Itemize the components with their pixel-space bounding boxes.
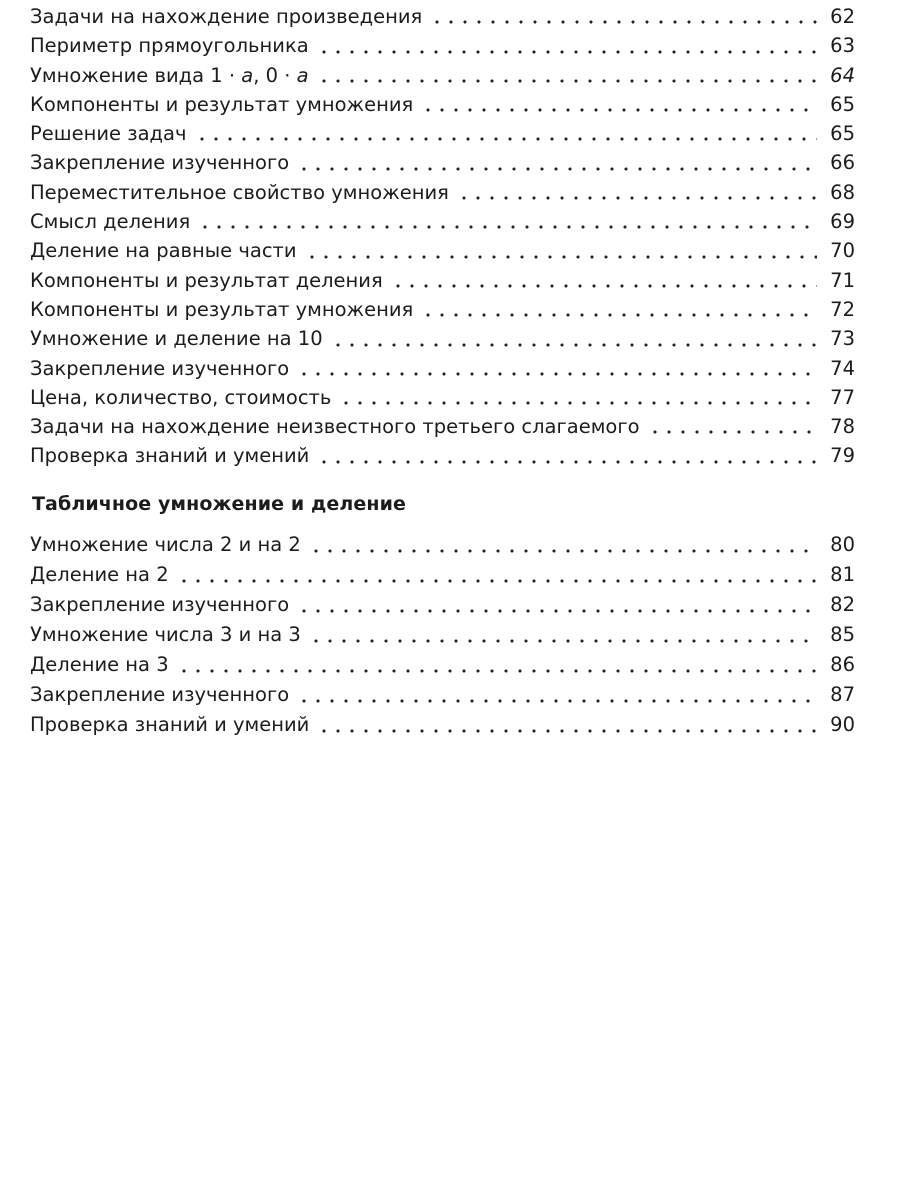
dot-leader [457, 196, 817, 200]
toc-entry-title-mid: , 0 · [253, 63, 297, 87]
toc-entry-page: 71 [830, 268, 855, 292]
dot-leader [317, 50, 817, 54]
toc-entry-title: Закрепление изученного [30, 593, 290, 616]
toc-entry [30, 710, 855, 740]
toc-entry [30, 207, 855, 236]
toc-entry-title: Компоненты и результат умножения [30, 297, 414, 321]
toc-entry-title: Периметр прямоугольника [30, 34, 309, 58]
toc-entry [30, 530, 855, 560]
toc-entry [30, 650, 855, 680]
dot-leader [648, 430, 817, 434]
toc-entry [30, 620, 855, 650]
dot-leader [317, 79, 817, 83]
variable-a: a [296, 63, 309, 87]
toc-entry-title: Закрепление изученного [30, 683, 290, 706]
toc-entry [30, 680, 855, 710]
toc-entry [30, 295, 855, 324]
dot-leader [421, 108, 817, 112]
dot-leader [339, 401, 817, 405]
toc-entry [30, 236, 855, 265]
toc-entry [30, 178, 855, 207]
toc-entry-title: Компоненты и результат деления [30, 268, 383, 292]
toc-entry [30, 2, 855, 31]
dot-leader [331, 343, 817, 347]
toc-entry-page: 65 [830, 122, 855, 146]
dot-leader [317, 729, 817, 733]
dot-leader [297, 167, 817, 171]
dot-leader [177, 669, 817, 673]
dot-leader [297, 609, 817, 613]
toc-entry-page: 87 [830, 683, 855, 706]
toc-entry [30, 266, 855, 295]
toc-entry-page: 85 [830, 623, 855, 646]
dot-leader [317, 460, 817, 464]
dot-leader [297, 372, 817, 376]
toc-entry-title: Цена, количество, стоимость [30, 385, 332, 409]
toc-entry-title: Закрепление изученного [30, 151, 290, 175]
toc-entry-page: 66 [830, 151, 855, 175]
section-heading: Табличное умножение и деление [32, 493, 407, 515]
dot-leader [309, 639, 817, 643]
toc-entry-title: Компоненты и результат умножения [30, 92, 414, 116]
toc-entry-title: Задачи на нахождение произведения [30, 5, 423, 28]
dot-leader [391, 284, 817, 288]
toc-entry-page: 64 [830, 63, 855, 87]
toc-entry-title: Умножение и деление на 10 [30, 327, 323, 351]
toc-entry-title: Решение задач [30, 122, 187, 146]
toc-entry-page: 68 [830, 180, 855, 204]
dot-leader [297, 699, 817, 703]
toc-entry-title: Проверка знаний и умений [30, 444, 310, 468]
toc-entry-title: Деление на 2 [30, 563, 169, 586]
dot-leader [430, 20, 817, 24]
toc-entry [30, 354, 855, 383]
toc-entry-title: Деление на равные части [30, 239, 297, 263]
toc-entry-page: 86 [830, 653, 855, 676]
dot-leader [195, 137, 818, 141]
toc-entry [30, 324, 855, 353]
toc-entry-page: 73 [830, 327, 855, 351]
toc-entry-title-prefix: Умножение вида 1 · [30, 63, 242, 87]
toc-entry-page: 77 [830, 385, 855, 409]
dot-leader [177, 579, 817, 583]
toc-entry-title: Смысл деления [30, 210, 191, 234]
toc-entry-page: 82 [830, 593, 855, 616]
variable-a: a [241, 63, 254, 87]
toc-entry-page: 90 [830, 713, 855, 736]
toc-entry [30, 590, 855, 620]
toc-entry [30, 119, 855, 148]
toc-entry [30, 31, 855, 60]
toc-entry [30, 148, 855, 177]
dot-leader [305, 255, 817, 259]
toc-entry [30, 383, 855, 412]
toc-entry-page: 81 [830, 563, 855, 586]
dot-leader [421, 313, 817, 317]
toc-entry [30, 61, 855, 90]
toc-entry-page: 63 [830, 34, 855, 58]
toc-entry-page: 78 [830, 415, 855, 439]
toc-entry [30, 412, 855, 441]
toc-entry-page: 62 [830, 5, 855, 28]
toc-entry [30, 441, 855, 470]
toc-entry-page: 80 [830, 533, 855, 556]
dot-leader [309, 549, 817, 553]
toc-entry-page: 74 [830, 356, 855, 380]
table-of-contents-part-2 [30, 530, 855, 740]
toc-entry [30, 560, 855, 590]
toc-entry-title: Закрепление изученного [30, 356, 290, 380]
toc-entry [30, 90, 855, 119]
toc-entry-title: Деление на 3 [30, 653, 169, 676]
table-of-contents-part-1 [30, 2, 855, 471]
toc-entry-title: Задачи на нахождение неизвестного третьего слагаемого [30, 415, 640, 439]
toc-entry-page: 65 [830, 92, 855, 116]
toc-entry-title [30, 61, 309, 90]
dot-leader [198, 225, 817, 229]
toc-entry-title: Умножение числа 3 и на 3 [30, 623, 301, 646]
toc-entry-page: 79 [830, 444, 855, 468]
toc-entry-title: Умножение числа 2 и на 2 [30, 533, 301, 556]
toc-entry-title: Проверка знаний и умений [30, 713, 310, 736]
toc-entry-title: Переместительное свойство умножения [30, 180, 449, 204]
toc-entry-page: 72 [830, 297, 855, 321]
toc-entry-page: 70 [830, 239, 855, 263]
toc-entry-page: 69 [830, 210, 855, 234]
